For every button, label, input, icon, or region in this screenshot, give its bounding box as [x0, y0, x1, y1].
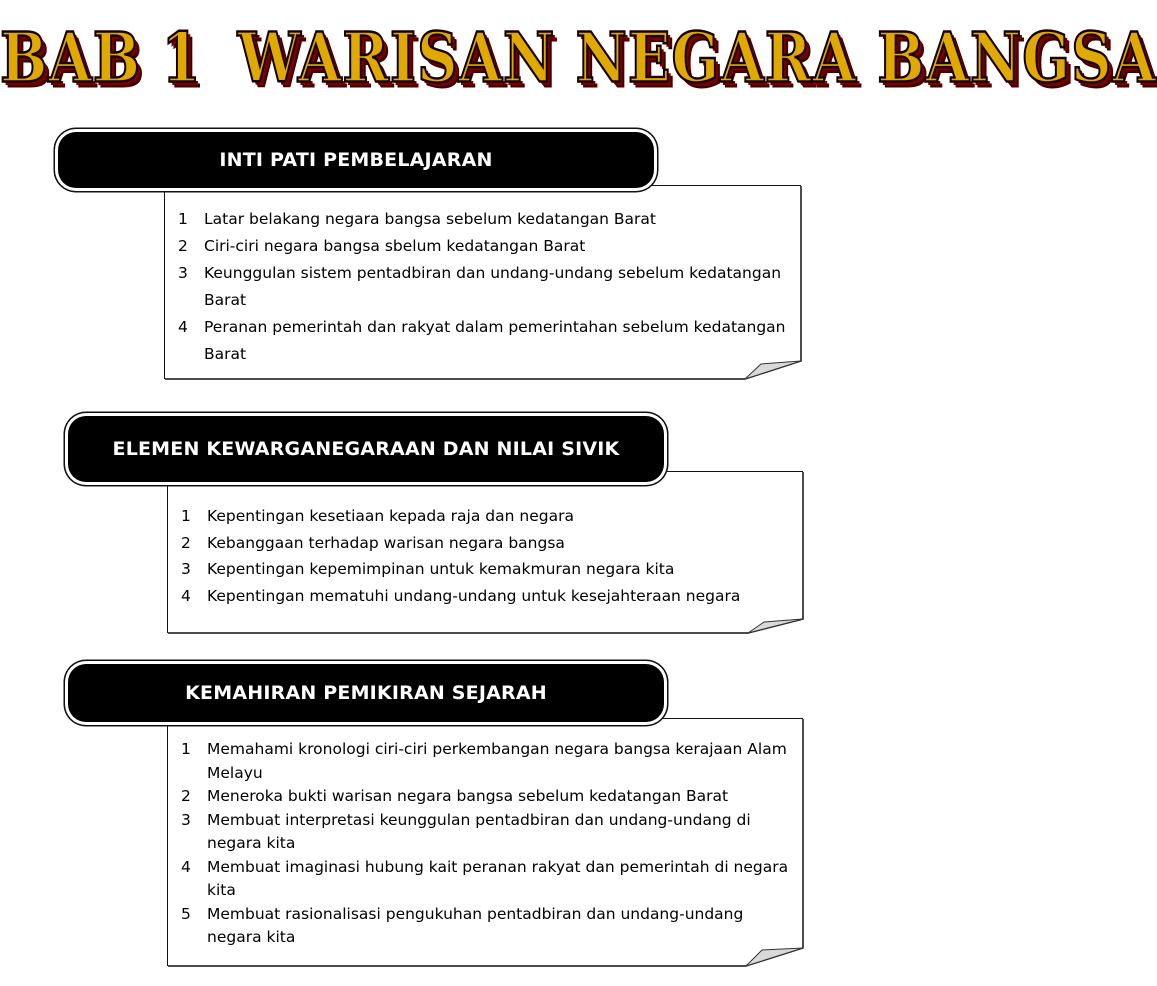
section-3-heading: KEMAHIRAN PEMIKIRAN SEJARAH [68, 664, 664, 722]
chapter-name: WARISAN NEGARA BANGSA [237, 18, 1157, 99]
list-item: 3 Kepentingan kepemimpinan untuk kemakmuran negara kita [181, 560, 675, 578]
list-item: 1 Kepentingan kesetiaan kepada raja dan negara [181, 507, 574, 525]
chapter-label: BAB 1 [0, 18, 202, 99]
section-2-heading: ELEMEN KEWARGANEGARAAN DAN NILAI SIVIK [68, 416, 664, 482]
section-1-heading: INTI PATI PEMBELAJARAN [58, 132, 654, 188]
list-item: 1 Memahami kronologi ciri-ciri perkembangan negara bangsa kerajaan Alam Melayu [181, 740, 787, 782]
section-3-list [181, 738, 793, 950]
list-item: 3 Membuat interpretasi keunggulan pentadbiran dan undang-undang di negara kita [181, 810, 751, 852]
list-item: 4 Peranan pemerintah dan rakyat dalam pemerintahan sebelum kedatangan Barat [178, 318, 786, 363]
section-2-list [181, 503, 791, 609]
list-item: 2 Meneroka bukti warisan negara bangsa sebelum kedatangan Barat [181, 787, 729, 805]
list-item: 3 Keunggulan sistem pentadbiran dan undang-undang sebelum kedatangan Barat [178, 264, 782, 309]
list-item: 5 Membuat rasionalisasi pengukuhan pentadbiran dan undang-undang negara kita [181, 904, 744, 946]
list-item: 2 Ciri-ciri negara bangsa sbelum kedatangan Barat [178, 237, 586, 255]
chapter-title [0, 18, 1157, 99]
list-item: 2 Kebanggaan terhadap warisan negara bangsa [181, 533, 565, 552]
list-item: 4 Kepentingan mematuhi undang-undang untuk kesejahteraan negara [181, 586, 741, 605]
list-item: 1 Latar belakang negara bangsa sebelum kedatangan Barat [178, 210, 656, 228]
list-item: 4 Membuat imaginasi hubung kait peranan rakyat dan pemerintah di negara kita [181, 857, 789, 899]
section-1-list [178, 206, 788, 368]
